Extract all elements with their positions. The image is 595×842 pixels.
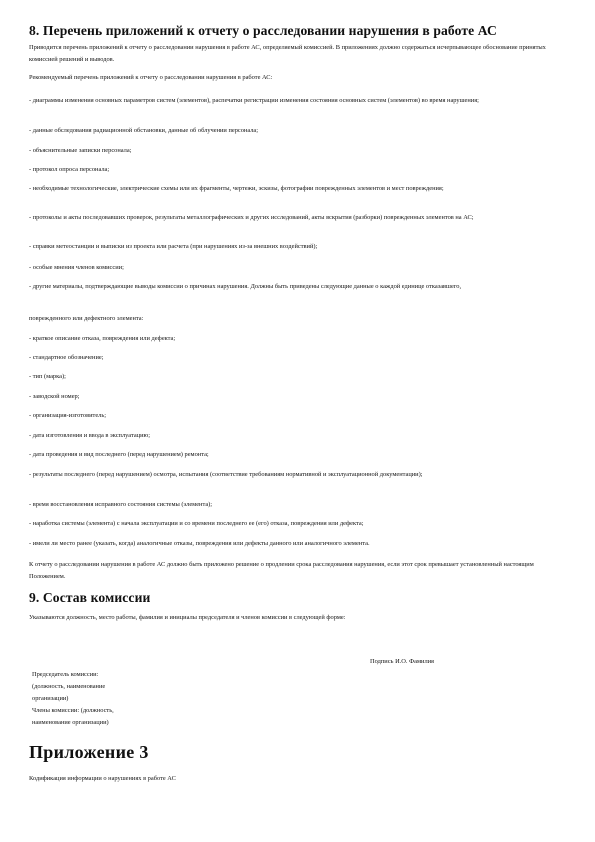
list-item: - тип (марка); (29, 373, 66, 380)
chair-line: (должность, наименование (32, 683, 106, 690)
list-item: - время восстановления исправного состояния системы (элемента); (29, 501, 213, 508)
list-item: - результаты последнего (перед нарушением) осмотра, испытания (соответствие требованиям нормативной и эксплуатационной документации); (29, 471, 423, 478)
list-item: - объяснительные записки персонала; (29, 147, 132, 154)
appendix-subtitle: Кодификация информации о нарушениях в работе АС (29, 775, 176, 782)
signature-line: Подпись И.О. Фамилия (370, 658, 434, 665)
list-item: - данные обследования радиационной обстановки, данные об облучении персонала; (29, 127, 259, 134)
list-item: - протокол опроса персонала; (29, 166, 110, 173)
section-8-intro: Приводится перечень приложений к отчету о расследовании нарушения в работе АС, определяемый комиссией. В приложениях должно содержаться исчерпывающее обоснование принятых комиссией решений и выводов. (29, 44, 546, 63)
list-item: - наработка системы (элемента) с начала эксплуатации и со времени последнего ее (его) отказа, повреждения или дефекта; (29, 520, 364, 527)
list-item: - необходимые технологические, электрические схемы или их фрагменты, чертежи, эскизы, фотографии поврежденных элементов и мест повреждения; (29, 185, 444, 192)
appendix-heading: Приложение 3 (29, 742, 149, 762)
chair-line: организации) (32, 695, 69, 702)
list-item: - стандартное обозначение; (29, 354, 104, 361)
chair-line: Председатель комиссии: (32, 671, 99, 678)
list-item: - протоколы и акты последовавших проверок, результаты металлографических и других исследований, акты вскрытия (разборки) поврежденных элементов на АС; (29, 214, 474, 221)
section-9-intro: Указываются должность, место работы, фамилия и инициалы председателя и членов комиссии в следующей форме: (29, 614, 346, 621)
list-item: поврежденного или дефектного элемента: (29, 315, 144, 322)
list-item: - другие материалы, подтверждающие выводы комиссии о причинах нарушения. Должны быть приведены следующие данные о каждой единице отказавшего, (29, 283, 462, 290)
list-item: - особые мнения членов комиссии; (29, 264, 124, 271)
section-9-heading: 9. Состав комиссии (29, 590, 151, 605)
list-item: - дата изготовления и ввода в эксплуатацию; (29, 432, 151, 439)
list-item: - дата проведения и вид последнего (перед нарушением) ремонта; (29, 451, 209, 458)
list-item: - диаграммы изменения основных параметров систем (элементов), распечатки регистрации изменения состояния основных систем (элементов) во время нарушения; (29, 97, 479, 104)
chair-line: Члены комиссии: (должность, (32, 707, 114, 714)
list-item: - справки метеостанции и выписки из проекта или расчета (при нарушениях из-за внешних воздействий); (29, 243, 318, 250)
list-item: - имели ли место ранее (указать, когда) аналогичные отказы, повреждения или дефекты данного или аналогичного элемента. (29, 540, 370, 547)
section-8-closing: К отчету о расследовании нарушения в работе АС должно быть приложено решение о продлении срока расследования нарушения, если этот срок превышает установленный настоящим Положением. (29, 561, 534, 580)
list-item: - краткое описание отказа, повреждения или дефекта; (29, 335, 176, 342)
list-item: - заводской номер; (29, 393, 80, 400)
list-item: - организация-изготовитель; (29, 412, 107, 419)
chair-line: наименование организации) (32, 719, 109, 726)
section-8-heading: 8. Перечень приложений к отчету о расследовании нарушения в работе АС (29, 23, 497, 38)
section-8-recommended: Рекомендуемый перечень приложений к отчету о расследовании нарушения в работе АС: (29, 74, 273, 81)
